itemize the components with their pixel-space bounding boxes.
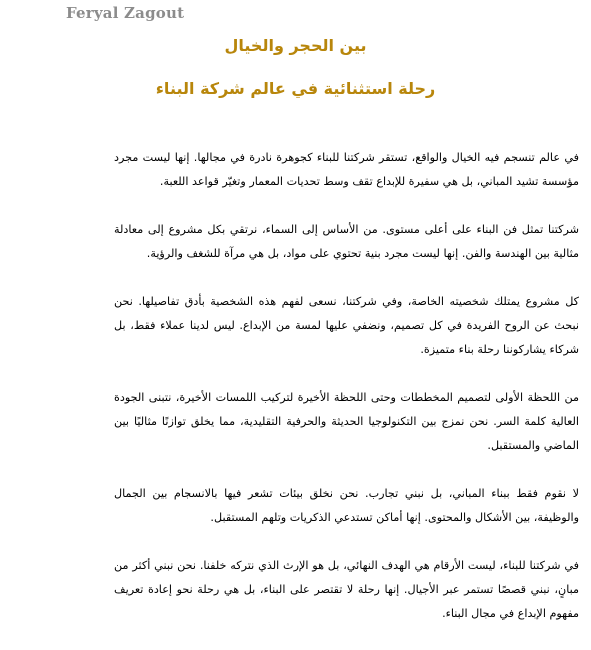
- author-name: Feryal Zagout: [66, 4, 185, 22]
- paragraph: شركتنا تمثل فن البناء على أعلى مستوى. من الأساس إلى السماء، نرتقي بكل مشروع إلى معادلة مثالية بين الهندسة والفن. إنها ليست مجرد بنية تحتوي على مواد، بل هي مرآة للشغف والرؤية.: [114, 223, 579, 260]
- paragraph: كل مشروع يمتلك شخصيته الخاصة، وفي شركتنا، نسعى لفهم هذه الشخصية بأدق تفاصيلها. نحن نبحث عن الروح الفريدة في كل تصميم، ونضفي عليها لمسة من الإبداع. ليس لدينا عملاء فقط، بل شركاء يشاركوننا رحلة بناء متميزة.: [114, 295, 579, 356]
- paragraph: لا نقوم فقط ببناء المباني، بل نبني تجارب. نحن نخلق بيئات تشعر فيها بالانسجام بين الجمال والوظيفة، بين الأشكال والمحتوى. إنها أماكن تستدعي الذكريات وتلهم المستقبل.: [114, 487, 579, 524]
- paragraph: في عالم تنسجم فيه الخيال والواقع، تستقر شركتنا للبناء كجوهرة نادرة في مجالها. إنها ليست مجرد مؤسسة تشيد المباني، بل هي سفيرة للإبداع تقف وسط تحديات المعمار وتغيّر قواعد اللعبة.: [114, 151, 579, 188]
- document-title: بين الحجر والخيال: [224, 36, 367, 55]
- paragraph: من اللحظة الأولى لتصميم المخططات وحتى اللحظة الأخيرة لتركيب اللمسات الأخيرة، نتبنى الجودة العالية كلمة السر. نحن نمزج بين التكنولوجيا الحديثة والحرفية التقليدية، مما يخلق توازنًا مثاليًا بين الماضي والمستقبل.: [114, 391, 579, 452]
- document-subtitle: رحلة استثنائية في عالم شركة البناء: [155, 79, 436, 98]
- paragraph: في شركتنا للبناء، ليست الأرقام هي الهدف النهائي، بل هو الإرث الذي نتركه خلفنا. نحن نبني أكثر من مبانٍ، نبني قصصًا تستمر عبر الأجيال. إنها رحلة لا تقتصر على البناء، بل هي رحلة نحو إعادة تعريف مفهوم الإبداع في مجال البناء.: [114, 559, 579, 620]
- document-body: [114, 146, 579, 650]
